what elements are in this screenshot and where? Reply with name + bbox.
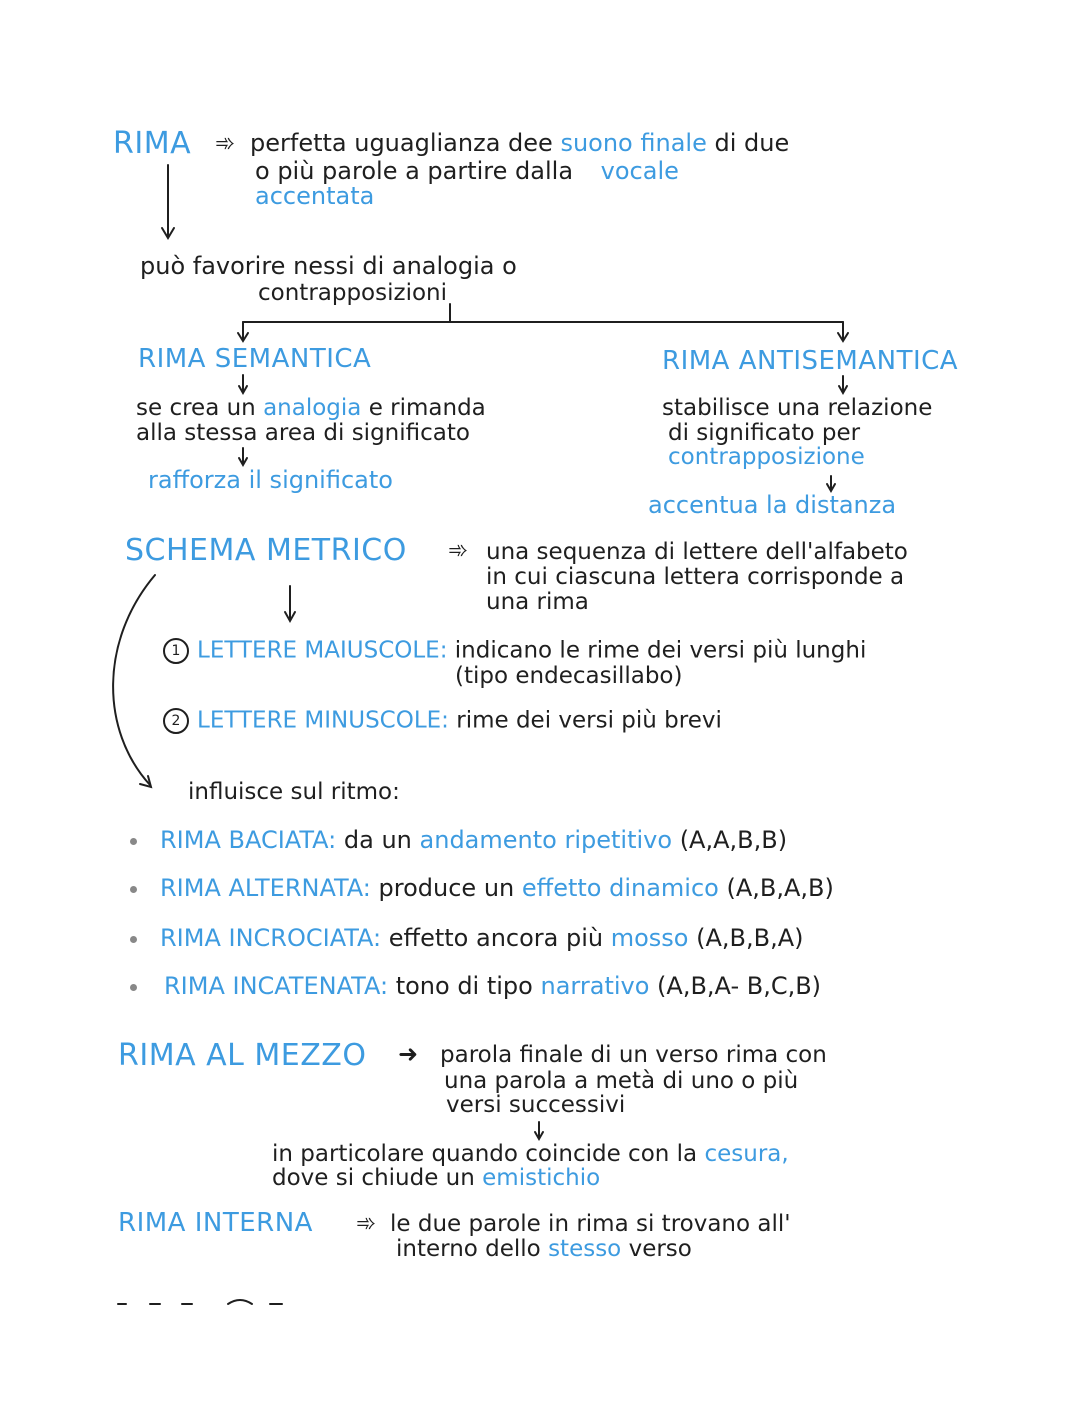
rima-definition-line1: [250, 130, 789, 156]
maiuscole-text: indicano le rime dei versi più lunghi: [454, 637, 867, 664]
type-text: da un: [343, 826, 412, 854]
mezzo-arrow: ➜: [398, 1040, 419, 1068]
schema-def-line3: una rima: [486, 589, 589, 615]
semantica-text-1: se crea un: [136, 395, 256, 421]
type-text: effetto ancora più: [388, 924, 604, 952]
mezzo-note-line1: [272, 1142, 789, 1167]
list-item: [164, 972, 821, 1000]
schema-item-maiuscole: [163, 638, 866, 664]
type-scheme: (A,B,A,B): [726, 874, 834, 902]
mezzo-note-line2: [272, 1166, 600, 1191]
rima-definition-line2: [255, 158, 679, 184]
bullet: [130, 838, 137, 845]
minuscole-label: LETTERE MINUSCOLE:: [197, 707, 449, 734]
interna-def-line1: le due parole in rima si trovano all': [390, 1211, 791, 1237]
mezzo-emistichio: emistichio: [482, 1165, 601, 1191]
maiuscole-subtext: (tipo endecasillabo): [455, 663, 683, 689]
type-text: produce un: [378, 874, 515, 902]
antisemantica-line2: di significato per: [668, 420, 861, 446]
type-name: RIMA INCROCIATA:: [160, 924, 382, 952]
interna-title: RIMA INTERNA: [118, 1208, 313, 1238]
antisemantica-line1: stabilisce una relazione: [662, 395, 933, 421]
type-highlight: mosso: [610, 924, 689, 952]
antisemantica-line3: contrapposizione: [668, 444, 865, 470]
type-scheme: (A,B,A- B,C,B): [657, 972, 822, 1000]
rima-def-accentata: accentata: [255, 182, 375, 210]
schema-title: SCHEMA METRICO: [125, 533, 407, 568]
type-name: RIMA INCATENATA:: [164, 972, 389, 1000]
minuscole-text: rime dei versi più brevi: [456, 707, 722, 734]
rima-favor-line1: può favorire nessi di analogia o: [140, 252, 517, 280]
rima-def-vocale: vocale: [600, 157, 679, 185]
interna-text-1: interno dello: [396, 1236, 541, 1262]
mezzo-def-line3: versi successivi: [446, 1092, 626, 1118]
interna-stesso: stesso: [548, 1236, 622, 1262]
list-item: [160, 826, 787, 854]
schema-def-line2: in cui ciascuna lettera corrisponde a: [486, 564, 905, 590]
type-highlight: narrativo: [540, 972, 650, 1000]
mezzo-cesura: cesura,: [704, 1141, 789, 1167]
rima-arrow: ➾: [215, 129, 236, 157]
item-number-1: 1: [163, 638, 189, 664]
semantica-line1: [136, 396, 486, 421]
bullet: [130, 984, 137, 991]
rima-def-text-3: o più parole a partire dalla: [255, 157, 574, 185]
mezzo-def-line2: una parola a metà di uno o più: [444, 1068, 799, 1094]
list-item: [160, 874, 834, 902]
interna-arrow: ➾: [356, 1209, 377, 1237]
semantica-line2: alla stessa area di significato: [136, 420, 470, 446]
schema-arrow: ➾: [448, 536, 469, 564]
interna-text-2: verso: [628, 1236, 692, 1262]
semantica-result: rafforza il significato: [148, 466, 393, 494]
mezzo-note-text-1: in particolare quando coincide con la: [272, 1141, 698, 1167]
mezzo-title: RIMA AL MEZZO: [118, 1038, 367, 1073]
rima-def-text-1: perfetta uguaglianza dee: [250, 129, 553, 157]
list-item: [160, 924, 804, 952]
rima-def-text-2: di due: [714, 129, 790, 157]
schema-influence: influisce sul ritmo:: [188, 779, 400, 805]
semantica-text-2: e rimanda: [368, 395, 486, 421]
semantica-analogia: analogia: [263, 395, 362, 421]
semantica-title: RIMA SEMANTICA: [138, 344, 372, 374]
mezzo-def-line1: parola finale di un verso rima con: [440, 1042, 827, 1068]
rima-favor-line2: contrapposizioni: [258, 280, 448, 306]
rima-def-suono-finale: suono finale: [560, 129, 707, 157]
type-highlight: effetto dinamico: [521, 874, 719, 902]
mezzo-note-text-2: dove si chiude un: [272, 1165, 475, 1191]
bullet: [130, 936, 137, 943]
antisemantica-title: RIMA ANTISEMANTICA: [662, 346, 959, 376]
rima-title: RIMA: [113, 126, 192, 161]
maiuscole-label: LETTERE MAIUSCOLE:: [197, 637, 448, 664]
type-highlight: andamento ripetitivo: [419, 826, 673, 854]
item-number-2: 2: [163, 708, 189, 734]
bullet: [130, 886, 137, 893]
type-scheme: (A,A,B,B): [679, 826, 788, 854]
type-scheme: (A,B,B,A): [696, 924, 804, 952]
schema-item-minuscole: [163, 708, 722, 734]
type-text: tono di tipo: [395, 972, 533, 1000]
interna-def-line2: [396, 1237, 692, 1262]
antisemantica-result: accentua la distanza: [648, 491, 897, 519]
type-name: RIMA ALTERNATA:: [160, 874, 371, 902]
schema-def-line1: una sequenza di lettere dell'alfabeto: [486, 539, 908, 565]
type-name: RIMA BACIATA:: [160, 826, 337, 854]
